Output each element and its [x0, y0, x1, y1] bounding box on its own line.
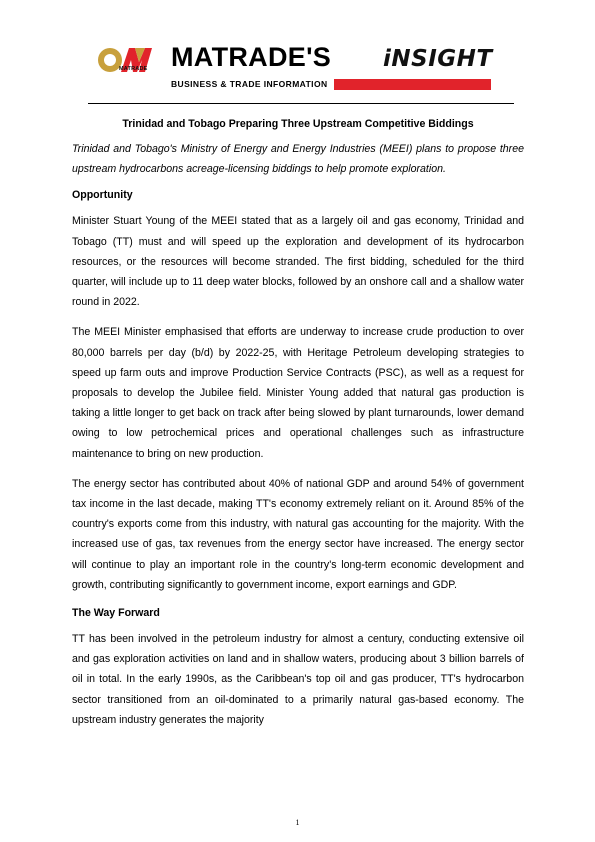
- article-lead: Trinidad and Tobago's Ministry of Energy and Energy Industries (MEEI) plans to propose three upstream hydrocarbons acreage-licensing biddings to help promote exploration.: [72, 143, 524, 176]
- article: [72, 117, 524, 740]
- paragraph-1: Minister Stuart Young of the MEEI stated that as a largely oil and gas economy, Trinidad and Tobago (TT) must and will speed up the exploration and development of its hydrocarbon resources, or the resources will become stranded. The first bidding, scheduled for the third quarter, will include up to 11 deep water blocks, followed by an onshore call and a shallow water round in 2022.: [72, 215, 524, 309]
- tagline: BUSINESS & TRADE INFORMATION: [171, 78, 334, 90]
- page-number: 1: [295, 818, 300, 827]
- section-heading-way-forward: The Way Forward: [72, 607, 160, 620]
- red-accent-bar: [321, 79, 491, 90]
- brand-insight: iNSIGHT: [383, 46, 493, 72]
- header-divider: [88, 103, 514, 104]
- masthead: [95, 40, 515, 102]
- tagline-bar: [171, 77, 491, 91]
- paragraph-2: The MEEI Minister emphasised that efforts are underway to increase crude production to over 80,000 barrels per day (b/d) by 2022-25, with Heritage Petroleum developing strategies to speed up farm outs and improve Production Service Contracts (PSC), as well as a request for proposals to develop the Jubilee field. Minister Young added that natural gas production is taking a little longer to get back on track after being slowed by plant turnarounds, lower demand owing to low petrochemical prices and operational challenges such as infrastructure maintenance to bring on new production.: [72, 326, 524, 460]
- paragraph-3: The energy sector has contributed about 40% of national GDP and around 54% of government tax income in the last decade, making TT's economy extremely reliant on it. Around 85% of the country's exports come from this industry, with natural gas accounting for the majority. With the increased use of gas, tax revenues from the energy sector have increased. The energy sector will continue to play an important role in the country's long-term economic development and growth, contributing significantly to government income, export earnings and GDP.: [72, 477, 524, 591]
- matrade-logo-icon: [95, 42, 155, 84]
- section-heading-opportunity: Opportunity: [72, 189, 133, 202]
- paragraph-4: TT has been involved in the petroleum industry for almost a century, conducting extensive oil and gas exploration activities on land and in shallow waters, producing about 3 billion barrels of oil in total. In the early 1990s, as the Caribbean's top oil and gas producer, TT's hydrocarbon sector transitioned from an oil-dominated to a primarily natural gas-based economy. The upstream industry generates the majority: [72, 633, 524, 726]
- brand-name: MATRADE'S: [171, 42, 332, 72]
- logo-text: MATRADE: [119, 66, 148, 72]
- article-title: Trinidad and Tobago Preparing Three Upstream Competitive Biddings: [122, 118, 474, 130]
